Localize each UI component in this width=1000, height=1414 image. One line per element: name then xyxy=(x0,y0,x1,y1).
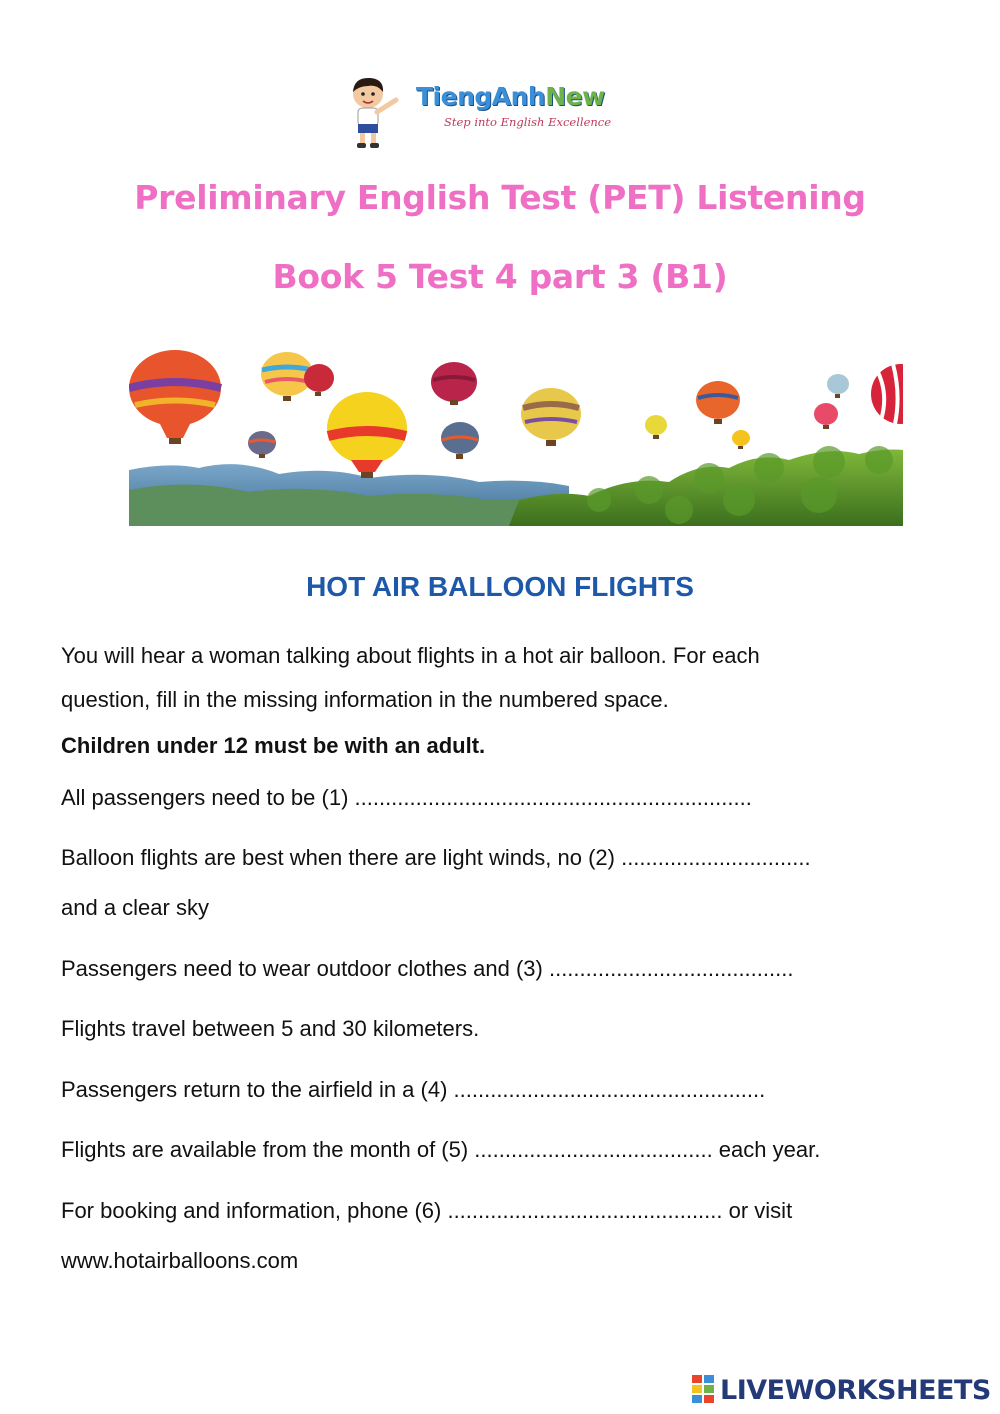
liveworksheets-logo xyxy=(692,1372,991,1408)
question-2-continued: and a clear sky xyxy=(61,895,209,920)
liveworksheets-wordmark: LIVEWORKSHEETS xyxy=(720,1374,991,1406)
mascot-boy-icon xyxy=(344,74,414,150)
liveworksheets-blocks-icon xyxy=(692,1375,716,1405)
page-title: Preliminary English Test (PET) Listening xyxy=(134,178,866,217)
hot-air-balloons-banner-image xyxy=(129,350,903,526)
balloon-yellow-center xyxy=(327,392,407,478)
question-4[interactable]: Passengers return to the airfield in a (4) ................................................... xyxy=(61,1077,766,1102)
balloon-large-left xyxy=(129,350,221,444)
question-6-continued: www.hotairballoons.com xyxy=(61,1248,299,1273)
instructions-line-1: You will hear a woman talking about flights in a hot air balloon. For each xyxy=(61,643,760,668)
logo-wordmark: TiengAnhNew xyxy=(416,82,605,111)
logo-tagline: Step into English Excellence xyxy=(444,115,612,129)
balloon-striped xyxy=(521,388,581,446)
question-3[interactable]: Passengers need to wear outdoor clothes and (3) ........................................ xyxy=(61,956,794,981)
question-1[interactable]: All passengers need to be (1) ................................................................. xyxy=(61,785,752,810)
brand-logo xyxy=(344,74,654,150)
question-5[interactable]: Flights are available from the month of (5) ....................................... each year. xyxy=(61,1137,821,1162)
question-2[interactable]: Balloon flights are best when there are light winds, no (2) ............................... xyxy=(61,845,811,870)
section-title: HOT AIR BALLOON FLIGHTS xyxy=(306,571,694,602)
page-subtitle: Book 5 Test 4 part 3 (B1) xyxy=(272,257,728,296)
example-sentence: Children under 12 must be with an adult. xyxy=(61,733,486,758)
question-6[interactable]: For booking and information, phone (6) ............................................. or visit xyxy=(61,1198,793,1223)
instructions-line-2: question, fill in the missing information in the numbered space. xyxy=(61,687,669,712)
statement-distance: Flights travel between 5 and 30 kilometers. xyxy=(61,1016,480,1041)
